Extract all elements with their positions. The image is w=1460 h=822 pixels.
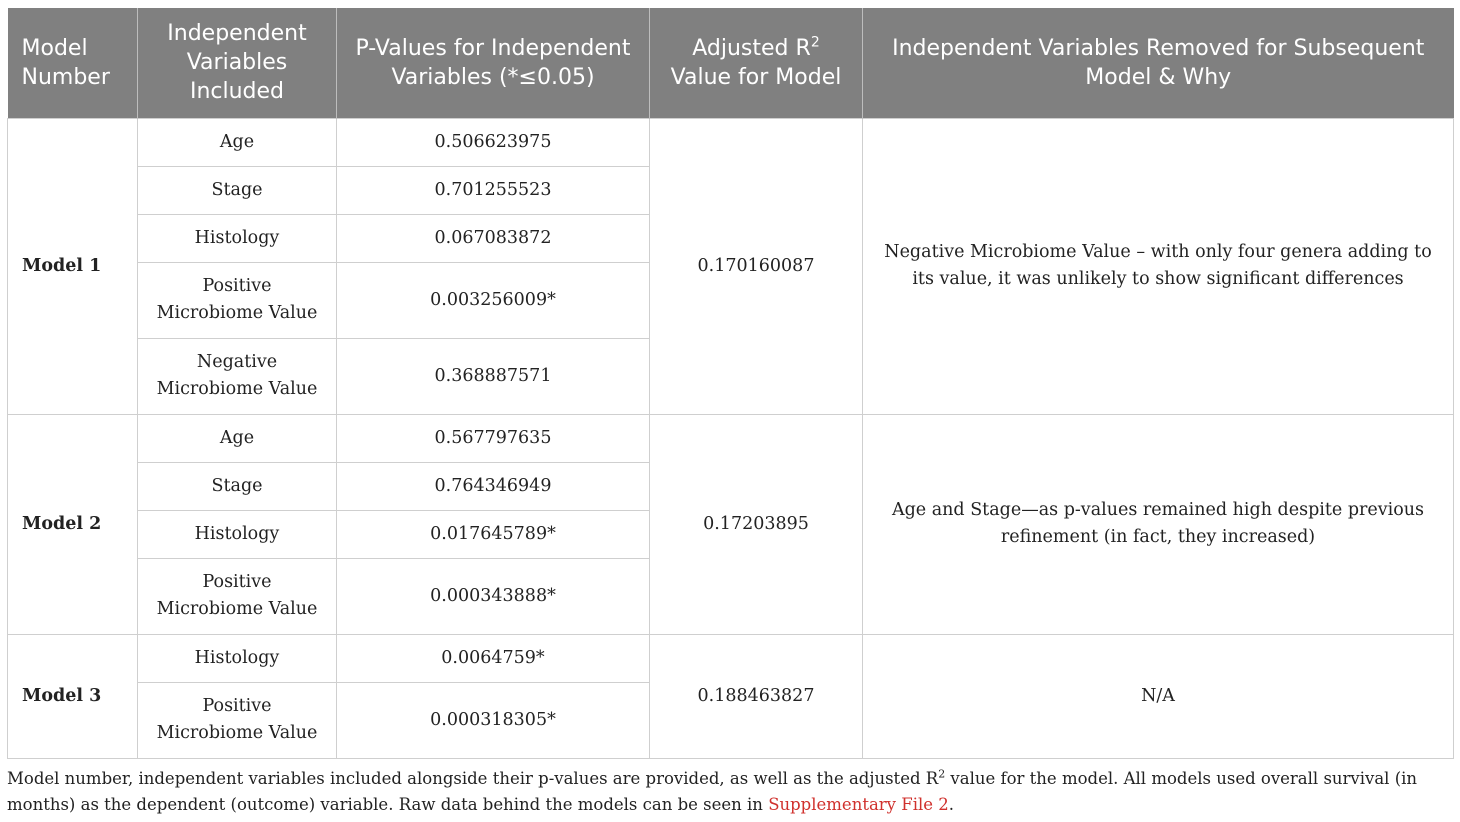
header-adjusted-r2-prefix: Adjusted R bbox=[692, 35, 811, 61]
variable-name: Stage bbox=[138, 462, 337, 510]
variable-name: Histology bbox=[138, 634, 337, 682]
model-name: Model 1 bbox=[8, 118, 138, 414]
removed-reason: Negative Microbiome Value – with only four genera adding to its value, it was unlikely to show significant differences bbox=[863, 118, 1454, 414]
variable-name: Positive Microbiome Value bbox=[138, 682, 337, 758]
header-p-values: P-Values for Independent Variables (*≤0.05) bbox=[337, 8, 650, 118]
variable-name: Age bbox=[138, 118, 337, 166]
variable-name: Negative Microbiome Value bbox=[138, 338, 337, 414]
adjusted-r2-value: 0.170160087 bbox=[650, 118, 863, 414]
p-value: 0.701255523 bbox=[337, 166, 650, 214]
variable-name: Positive Microbiome Value bbox=[138, 558, 337, 634]
table-row bbox=[8, 118, 1454, 166]
p-value: 0.017645789* bbox=[337, 510, 650, 558]
header-model-number: Model Number bbox=[8, 8, 138, 118]
p-value: 0.000318305* bbox=[337, 682, 650, 758]
caption-sup: 2 bbox=[938, 767, 946, 781]
variable-name: Histology bbox=[138, 214, 337, 262]
model-name: Model 2 bbox=[8, 414, 138, 634]
variable-name: Positive Microbiome Value bbox=[138, 262, 337, 338]
p-value: 0.067083872 bbox=[337, 214, 650, 262]
p-value: 0.506623975 bbox=[337, 118, 650, 166]
p-value: 0.368887571 bbox=[337, 338, 650, 414]
p-value: 0.764346949 bbox=[337, 462, 650, 510]
header-adjusted-r2-sup: 2 bbox=[810, 34, 820, 51]
p-value: 0.567797635 bbox=[337, 414, 650, 462]
model-results-table bbox=[7, 8, 1454, 759]
variable-name: Age bbox=[138, 414, 337, 462]
removed-reason: Age and Stage—as p-values remained high despite previous refinement (in fact, they increased) bbox=[863, 414, 1454, 634]
table-row bbox=[8, 414, 1454, 462]
table-row bbox=[8, 634, 1454, 682]
adjusted-r2-value: 0.17203895 bbox=[650, 414, 863, 634]
variable-name: Histology bbox=[138, 510, 337, 558]
caption-part2: value for the model. All models used overall survival (in months) as the dependent (outcome) variable. Raw data behind the models can be seen in bbox=[7, 769, 1418, 814]
caption-part1: Model number, independent variables included alongside their p-values are provided, as well as the adjusted R bbox=[7, 769, 939, 788]
table-caption bbox=[7, 766, 1457, 818]
header-removed: Independent Variables Removed for Subsequent Model & Why bbox=[863, 8, 1454, 118]
variable-name: Stage bbox=[138, 166, 337, 214]
header-variables-included: Independent Variables Included bbox=[138, 8, 337, 118]
removed-reason: N/A bbox=[863, 634, 1454, 758]
header-adjusted-r2 bbox=[650, 8, 863, 118]
adjusted-r2-value: 0.188463827 bbox=[650, 634, 863, 758]
p-value: 0.003256009* bbox=[337, 262, 650, 338]
p-value: 0.0064759* bbox=[337, 634, 650, 682]
model-name: Model 3 bbox=[8, 634, 138, 758]
header-adjusted-r2-suffix: Value for Model bbox=[670, 64, 842, 90]
caption-end: . bbox=[948, 795, 955, 814]
results-table-container bbox=[7, 8, 1453, 759]
p-value: 0.000343888* bbox=[337, 558, 650, 634]
header-row bbox=[8, 8, 1454, 118]
supplementary-file-link[interactable]: Supplementary File 2 bbox=[768, 795, 949, 814]
